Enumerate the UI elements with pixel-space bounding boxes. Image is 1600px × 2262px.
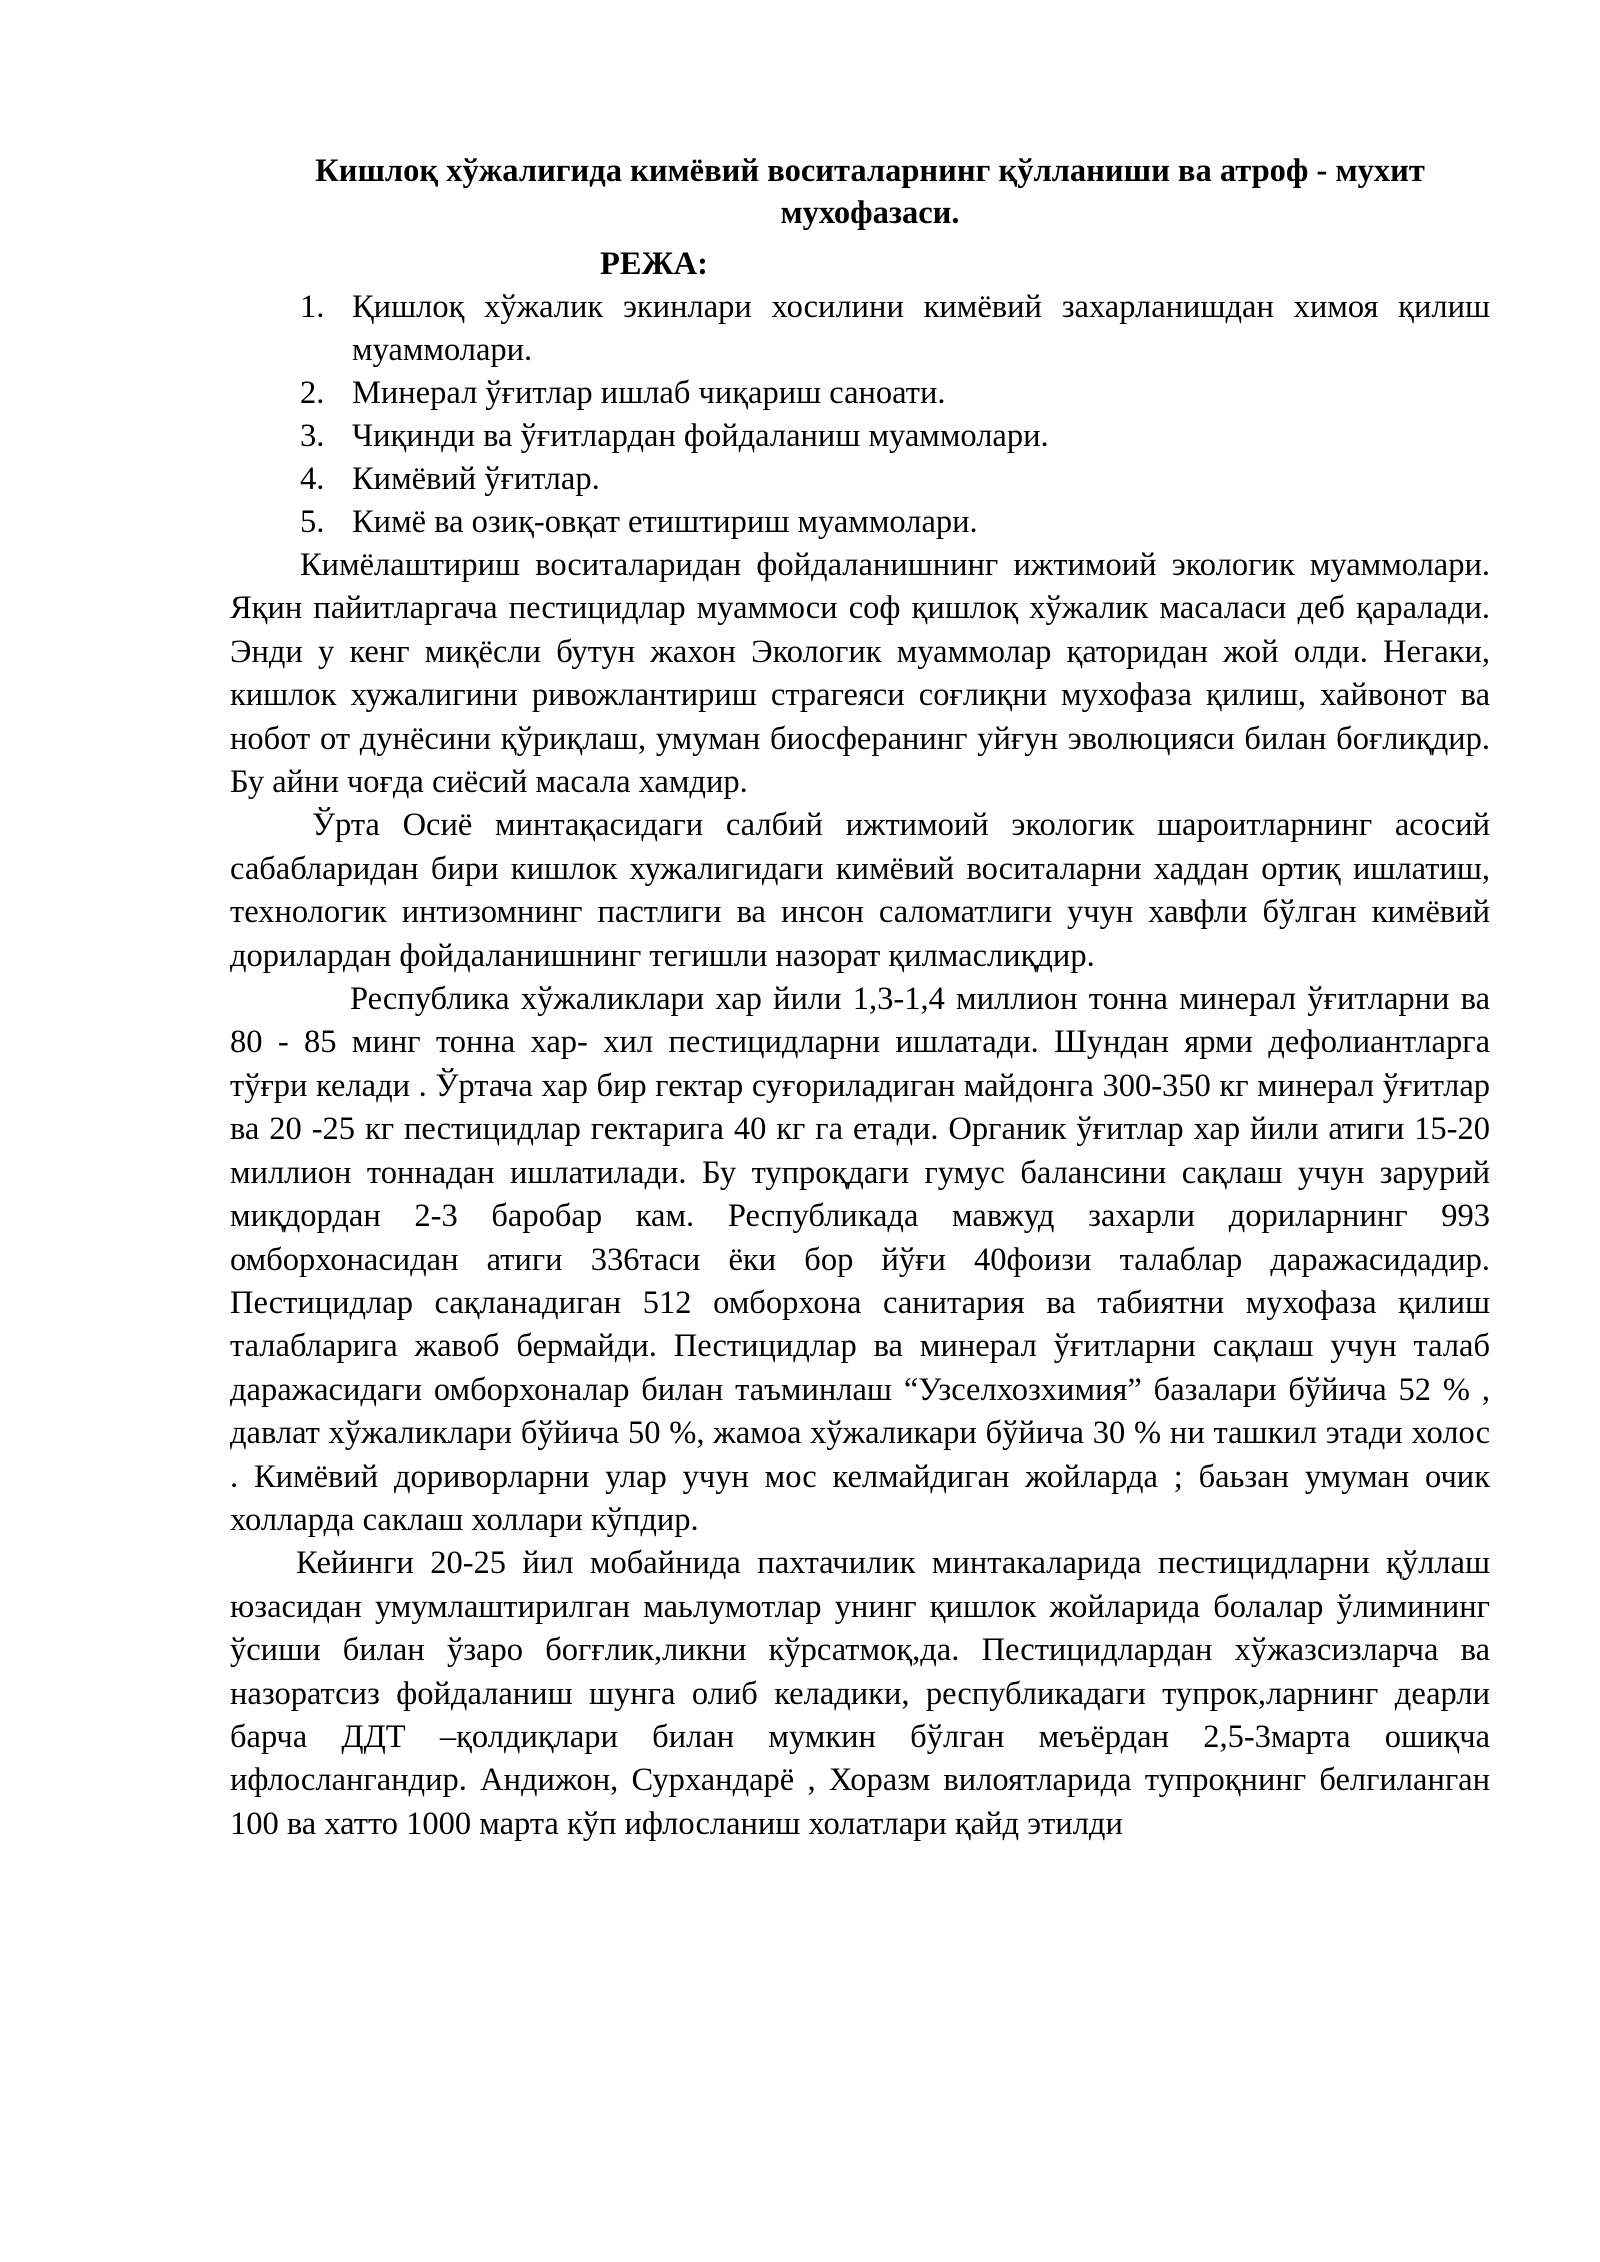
plan-heading: РЕЖА: xyxy=(600,246,708,282)
plan-item-number: 4. xyxy=(300,461,325,497)
plan-item xyxy=(300,458,1490,501)
plan-item-text: Қишлоқ хўжалик экинлари хосилини кимёвий захарланишдан химоя қилиш муаммолари. xyxy=(352,289,1490,368)
plan-item xyxy=(300,372,1490,415)
document-body xyxy=(230,544,1490,1846)
plan-item-number: 2. xyxy=(300,375,325,411)
body-paragraph: Кимёлаштириш воситаларидан фойдаланишнинг ижтимоий экологик муаммолари. Яқин пайитларгача пестицидлар муаммоси соф қишлоқ хўжалик масаласи деб қаралади. Энди у кенг миқёсли бутун жахон Экологик муаммолар қаторидан жой олди. Негаки, кишлок хужалигини ривожлантириш страгеяси соғлиқни мухофаза қилиш, хайвонот ва нобот от дунёсини қўриқлаш, умуман биосферанинг уйғун эволюцияси билан боғлиқдир. Бу айни чоғда сиёсий масала хамдир. xyxy=(230,547,1490,801)
plan-item-number: 5. xyxy=(300,504,325,540)
plan-item xyxy=(300,501,1490,544)
plan-item-number: 1. xyxy=(300,289,325,325)
plan-item-text: Чиқинди ва ўғитлардан фойдаланиш муаммолари. xyxy=(352,418,1049,454)
plan-item-text: Кимёвий ўғитлар. xyxy=(352,461,600,497)
plan-item-number: 3. xyxy=(300,418,325,454)
body-paragraph: Республика хўжаликлари хар йили 1,3-1,4 миллион тонна минерал ўғитларни ва 80 - 85 минг тонна хар- хил пестицидларни ишлатади. Шундан ярми дефолиантларга тўғри келади . Ўртача хар бир гектар суғориладиган майдонга 300-350 кг минерал ўғитлар ва 20 -25 кг пестицидлар гектарига 40 кг га етади. Органик ўғитлар хар йили атиги 15-20 миллион тоннадан ишлатилади. Бу тупроқдаги гумус балансини сақлаш учун зарурий миқдордан 2-3 баробар кам. Республикада мавжуд захарли дориларнинг 993 омборхонасидан атиги 336таси ёки бор йўғи 40фоизи талаблар даражасидадир. Пестицидлар сақланадиган 512 омборхона санитария ва табиятни мухофаза қилиш талабларига жавоб бермайди. Пестицидлар ва минерал ўғитларни сақлаш учун талаб даражасидаги омборхоналар билан таъминлаш “Узселхозхимия” базалари бўйича 52 % , давлат хўжаликлари бўйича 50 %, жамоа хўжаликари бўйича 30 % ни ташкил этади холос . Кимёвий дориворларни улар учун мос келмайдиган жойларда ; баьзан умуман очик холларда саклаш холлари кўпдир. xyxy=(230,981,1490,1538)
body-paragraph: Кейинги 20-25 йил мобайнида пахтачилик минтакаларида пестицидларни қўллаш юзасидан умумлаштирилган маьлумотлар унинг қишлок жойларида болалар ўлимининг ўсиши билан ўзаро богғлик,ликни кўрсатмоқ,да. Пестицидлардан хўжазсизларча ва назоратсиз фойдаланиш шунга олиб келадики, республикадаги тупрок,ларнинг деарли барча ДДТ –қолдиқлари билан мумкин бўлган меъёрдан 2,5-3марта ошиқча ифлослангандир. Андижон, Сурхандарё , Хоразм вилоятларида тупроқнинг белгиланган 100 ва хатто 1000 марта кўп ифлосланиш холатлари қайд этилди xyxy=(230,1545,1490,1842)
plan-list xyxy=(300,286,1490,544)
plan-item-text: Минерал ўғитлар ишлаб чиқариш саноати. xyxy=(352,375,946,411)
plan-item xyxy=(300,286,1490,372)
body-paragraph: Ўрта Осиё минтақасидаги салбий ижтимоий экологик шароитларнинг асосий сабабларидан бири кишлок хужалигидаги кимёвий воситаларни хаддан ортиқ ишлатиш, технологик интизомнинг пастлиги ва инсон саломатлиги учун хавфли бўлган кимёвий дорилардан фойдаланишнинг тегишли назорат қилмаслиқдир. xyxy=(230,807,1490,974)
document-title: Кишлоқ хўжалигида кимёвий воситаларнинг қўлланиши ва атроф - мухит мухофазаси. xyxy=(315,153,1425,231)
plan-item-text: Кимё ва озиқ-овқат етиштириш муаммолари. xyxy=(352,504,978,540)
plan-item xyxy=(300,415,1490,458)
